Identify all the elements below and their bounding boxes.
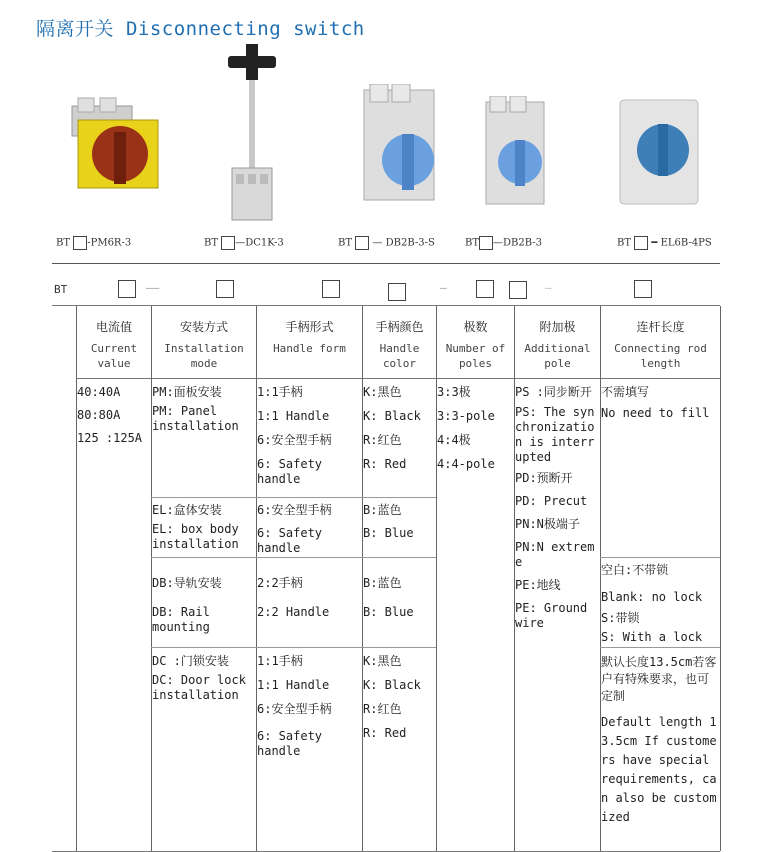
page-title: 隔离开关 Disconnecting switch xyxy=(36,18,365,40)
handle-color-group-4: K:黑色 K: Black R:红色 R: Red xyxy=(363,654,421,740)
header-handle-color: 手柄颜色 Handle color xyxy=(375,320,424,370)
header-additional: 附加极 Additional pole xyxy=(524,320,591,370)
code-box-poles xyxy=(476,280,494,298)
handle-form-group-4: 1:1手柄 1:1 Handle 6:安全型手柄 6: Safety handle xyxy=(257,654,332,758)
code-box-rod xyxy=(634,280,652,298)
install-db: DB:导轨安装 DB: Rail mounting xyxy=(152,576,222,634)
rod-group-3: 默认长度13.5cm若客户有特殊要求，也可定制 Default length 13.5cm If customers have special requirements, can also be customized xyxy=(601,655,717,824)
rod-group-1: 不需填写 No need to fill xyxy=(601,385,710,420)
product-image-pm6r xyxy=(70,96,160,191)
product-image-dc1k xyxy=(222,44,282,222)
additional-values: PS :同步断开 PS: The synchronization is interrupted PD:预断开 PD: Precut PN:N极端子 PN:N extreme PE:地线 PE: Ground wire xyxy=(515,385,595,630)
handle-color-group-1: K:黑色 K: Black R:红色 R: Red xyxy=(363,385,421,471)
product-image-db2b xyxy=(482,96,548,208)
code-prefix: BT xyxy=(54,283,68,296)
handle-color-group-3: B:蓝色 B: Blue xyxy=(363,576,414,619)
divider xyxy=(52,263,720,264)
header-handle-form: 手柄形式 Handle form xyxy=(273,320,346,355)
code-box-additional xyxy=(509,281,527,299)
header-install: 安装方式 Installation mode xyxy=(164,320,244,370)
product-caption-db2b-s: BT — DB2B-3-S xyxy=(338,237,435,249)
product-caption-el6b: BT ━ EL6B-4PS xyxy=(617,237,712,249)
product-image-db2b-s xyxy=(360,84,440,204)
handle-form-group-3: 2:2手柄 2:2 Handle xyxy=(257,576,330,619)
product-caption-db2b: BT —DB2B-3 xyxy=(465,237,543,249)
code-box-handle-color xyxy=(388,283,406,301)
install-el: EL:盒体安装 EL: box body installation xyxy=(152,503,239,551)
code-box-current xyxy=(118,280,136,298)
code-box-handle-form xyxy=(322,280,340,298)
header-current: 电流值 Current value xyxy=(90,320,138,370)
header-rod: 连杆长度 Connecting rod length xyxy=(614,320,707,370)
install-dc: DC :门锁安装 DC: Door lock installation xyxy=(152,654,246,702)
product-caption-pm6r: BT -PM6R-3 xyxy=(56,237,132,249)
poles-values: 3:3极 3:3-pole 4:4极 4:4-pole xyxy=(437,385,495,471)
header-poles: 极数 Number of poles xyxy=(445,320,506,370)
current-values: 40:40A 80:80A 125 :125A xyxy=(77,385,143,445)
install-pm: PM:面板安装 PM: Panel installation xyxy=(152,385,239,433)
rod-group-2: 空白:不带锁 Blank: no lock S:带锁 S: With a lock xyxy=(601,563,703,644)
handle-form-group-2: 6:安全型手柄 6: Safety handle xyxy=(257,503,332,555)
handle-form-group-1: 1:1手柄 1:1 Handle 6:安全型手柄 6: Safety handle xyxy=(257,385,332,486)
product-caption-dc1k: BT —DC1K-3 xyxy=(204,237,284,249)
product-image-el6b xyxy=(618,96,700,208)
code-box-install xyxy=(216,280,234,298)
handle-color-group-2: B:蓝色 B: Blue xyxy=(363,503,414,540)
